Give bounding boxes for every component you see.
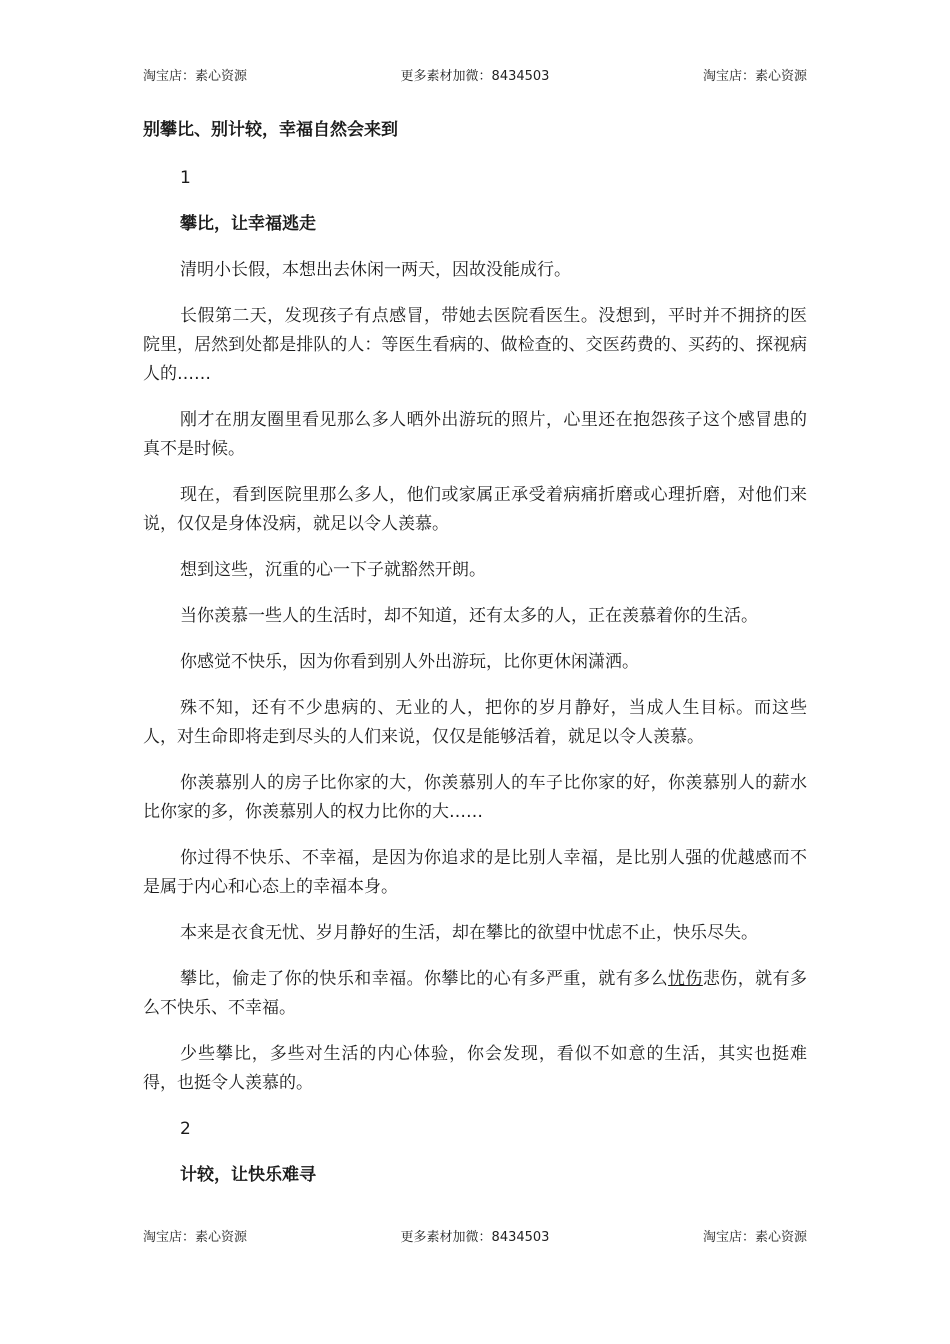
paragraph-12 bbox=[143, 965, 807, 1023]
footer-right-text: 淘宝店：素心资源 bbox=[702, 1230, 807, 1245]
paragraph-2: 长假第二天，发现孩子有点感冒，带她去医院看医生。没想到，平时并不拥挤的医院里，居然到处都是排队的人：等医生看病的、做检查的、交医药费的、买药的、探视病人的…… bbox=[143, 306, 807, 384]
page-header bbox=[143, 68, 807, 86]
paragraph-3: 刚才在朋友圈里看见那么多人晒外出游玩的照片，心里还在抱怨孩子这个感冒患的真不是时候。 bbox=[143, 410, 807, 459]
section-1-number: 1 bbox=[180, 168, 191, 188]
paragraph-4: 现在，看到医院里那么多人，他们或家属正承受着病痛折磨或心理折磨，对他们来说，仅仅是身体没病，就足以令人羡慕。 bbox=[143, 485, 807, 534]
header-left-text: 淘宝店：素心资源 bbox=[143, 69, 248, 84]
section-2-heading: 计较，让快乐难寻 bbox=[180, 1165, 316, 1185]
paragraph-10: 你过得不快乐、不幸福，是因为你追求的是比别人幸福，是比别人强的优越感而不是属于内心和心态上的幸福本身。 bbox=[143, 848, 807, 897]
section-2-number: 2 bbox=[180, 1119, 191, 1139]
footer-left-text: 淘宝店：素心资源 bbox=[143, 1230, 248, 1245]
paragraph-12-end: 悲伤，就有多么不快乐、不幸福。 bbox=[143, 969, 808, 1018]
paragraph-13: 少些攀比，多些对生活的内心体验，你会发现，看似不如意的生活，其实也挺难得，也挺令人羡慕的。 bbox=[143, 1044, 807, 1093]
paragraph-6: 当你羡慕一些人的生活时，却不知道，还有太多的人，正在羡慕着你的生活。 bbox=[180, 606, 758, 626]
header-center-text: 更多素材加微：8434503 bbox=[400, 69, 550, 84]
paragraph-5: 想到这些，沉重的心一下子就豁然开朗。 bbox=[180, 560, 486, 580]
underlined-word[interactable]: 忧伤 bbox=[668, 969, 703, 989]
page-footer bbox=[143, 1229, 807, 1247]
section-1-heading: 攀比，让幸福逃走 bbox=[180, 214, 316, 234]
article-title: 别攀比、别计较，幸福自然会来到 bbox=[143, 120, 398, 140]
paragraph-7: 你感觉不快乐，因为你看到别人外出游玩，比你更休闲潇洒。 bbox=[180, 652, 639, 672]
article-body bbox=[143, 118, 807, 1207]
paragraph-9: 你羡慕别人的房子比你家的大，你羡慕别人的车子比你家的好，你羡慕别人的薪水比你家的多，你羡慕别人的权力比你的大…… bbox=[143, 773, 807, 822]
header-right-text: 淘宝店：素心资源 bbox=[702, 69, 807, 84]
footer-center-text: 更多素材加微：8434503 bbox=[400, 1230, 550, 1245]
paragraph-12-start: 攀比，偷走了你的快乐和幸福。你攀比的心有多严重，就有多么 bbox=[180, 969, 668, 989]
paragraph-1: 清明小长假，本想出去休闲一两天，因故没能成行。 bbox=[180, 260, 571, 280]
paragraph-11: 本来是衣食无忧、岁月静好的生活，却在攀比的欲望中忧虑不止，快乐尽失。 bbox=[180, 923, 758, 943]
paragraph-8: 殊不知，还有不少患病的、无业的人，把你的岁月静好，当成人生目标。而这些人，对生命即将走到尽头的人们来说，仅仅是能够活着，就足以令人羡慕。 bbox=[143, 698, 807, 747]
